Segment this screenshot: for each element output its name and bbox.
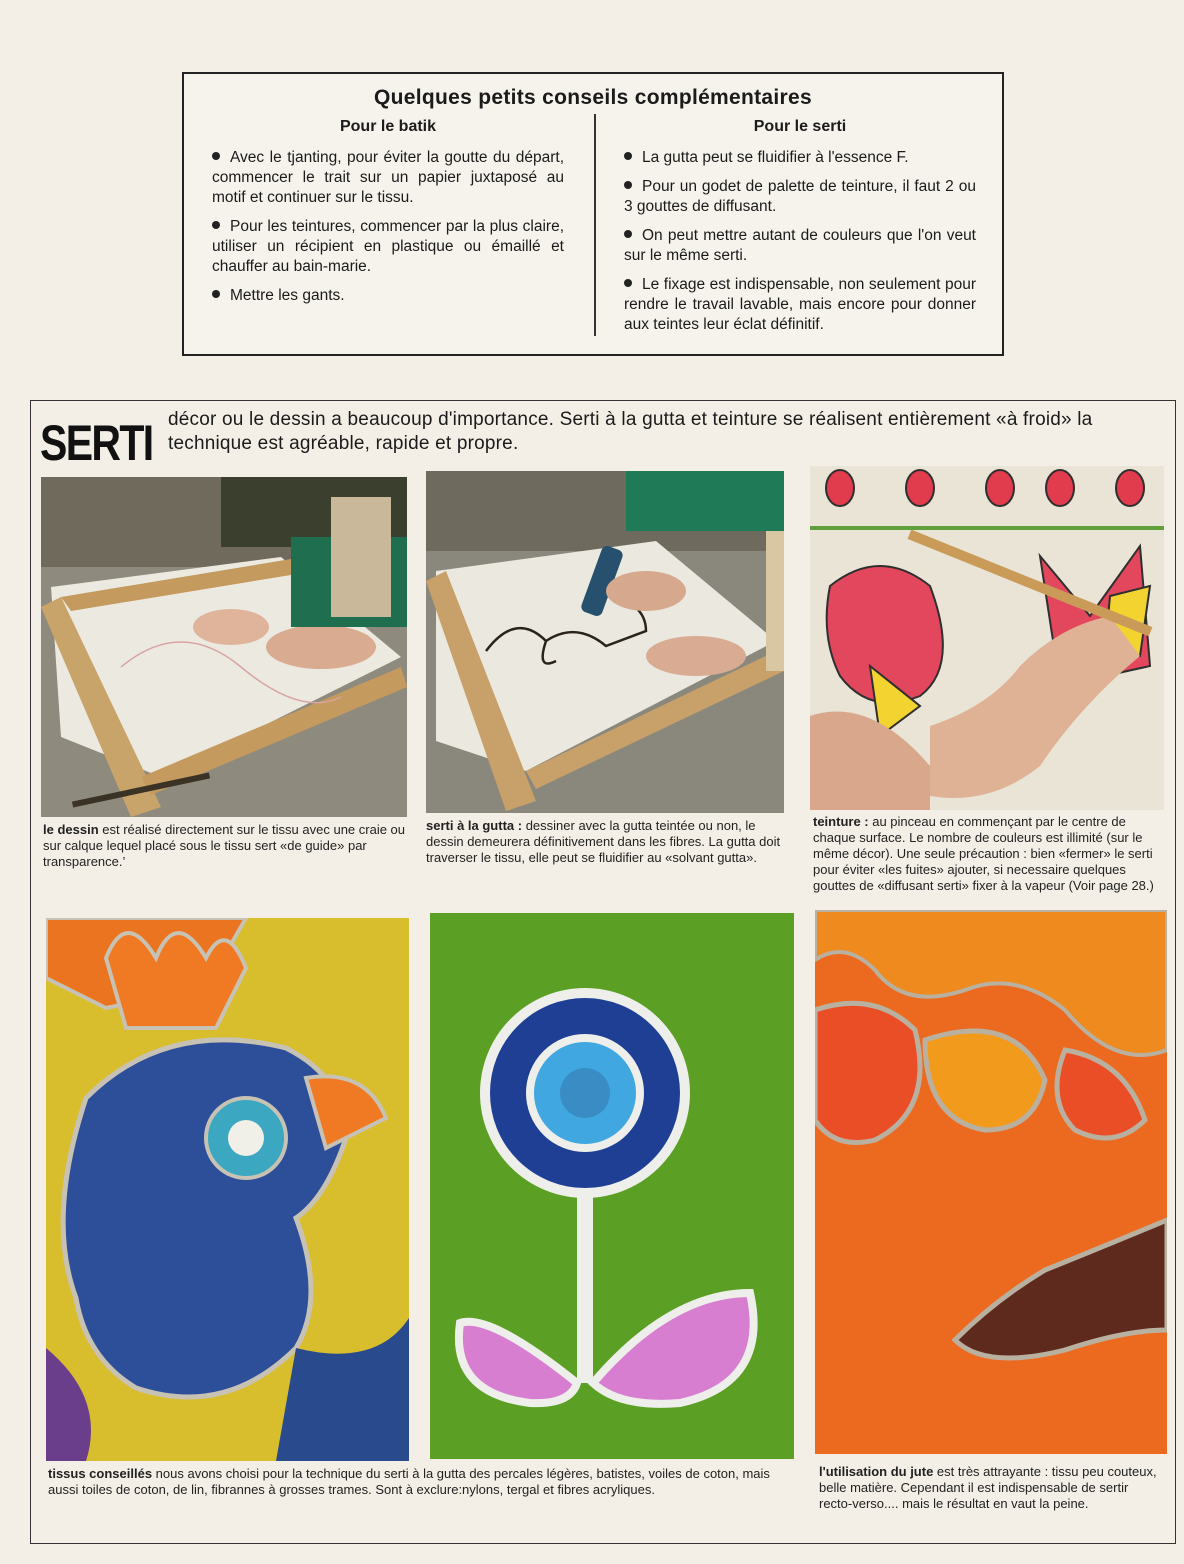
tips-title: Quelques petits conseils complémentaires [374,86,812,109]
tips-box [182,72,1004,356]
serti-tip: La gutta peut se fluidifier à l'essence F. [624,148,976,168]
serti-tip: On peut mettre autant de couleurs que l'on veut sur le même serti. [624,227,976,264]
photo-flower [430,913,794,1459]
photo-gutta [426,471,784,813]
section-title: SERTI [40,415,153,471]
batik-tip: Pour les teintures, commencer par la plus claire, utiliser un récipient en plastique ou émaillé et chauffer au bain-marie. [212,218,564,275]
column-divider [594,114,596,336]
caption-tissus: tissus conseillés nous avons choisi pour la technique du serti à la gutta des percales légères, batistes, voiles de coton, mais aussi toiles de coton, de lin, fibrannes à grosses trames. Sont à exclure:nylons, tergal et fibres acryliques. [48,1466,770,1497]
bullet-icon [624,230,632,238]
section-intro: décor ou le dessin a beaucoup d'importance. Serti à la gutta et teinture se réalisent entièrement «à froid» la technique est agréable, rapide et propre. [168,409,1093,454]
bullet-icon [624,181,632,189]
photo-teinture [810,466,1164,810]
bullet-icon [624,279,632,287]
photo-rooster [46,918,409,1461]
batik-heading: Pour le batik [339,118,437,135]
serti-heading: Pour le serti [753,118,847,135]
batik-tip: Mettre les gants. [212,286,564,306]
caption-dessin: le dessin est réalisé directement sur le tissu avec une craie ou sur calque lequel placé sous le tissu sert «de guide» par transparence.’ [43,822,406,869]
photo-dessin [41,477,407,817]
photo-jute [815,910,1167,1454]
caption-teinture: teinture : au pinceau en commençant par le centre de chaque surface. Le nombre de couleurs est illimité (sur le même décor). Une seule précaution : bien «fermer» le serti pour éviter «les fuites» ajouter, si necessaire quelques gouttes de «diffusant serti» fixer à la vapeur (Voir page 28.) [813,814,1154,893]
caption-jute: l'utilisation du jute est très attrayante : tissu peu couteux, belle matière. Cependant il est indispensable de sertir recto-verso.... mais le résultat en vaut la peine. [819,1464,1157,1511]
caption-gutta: serti à la gutta : dessiner avec la gutta teintée ou non, le dessin demeurera définitivement dans les fibres. La gutta doit traverser le tissu, elle peut se fluidifier au «solvant gutta». [426,818,781,865]
batik-tip: Avec le tjanting, pour éviter la goutte du départ, commencer le trait sur un papier juxtaposé au motif et continuer sur le tissu. [212,149,564,206]
bullet-icon [212,290,220,298]
bullet-icon [212,152,220,160]
serti-tip: Pour un godet de palette de teinture, il faut 2 ou 3 gouttes de diffusant. [624,178,976,215]
serti-tip: Le fixage est indispensable, non seulement pour rendre le travail lavable, mais encore pour donner aux teintes leur éclat définitif. [624,276,976,333]
serti-tips [624,118,976,344]
bullet-icon [624,152,632,160]
batik-tips [212,118,564,315]
bullet-icon [212,221,220,229]
